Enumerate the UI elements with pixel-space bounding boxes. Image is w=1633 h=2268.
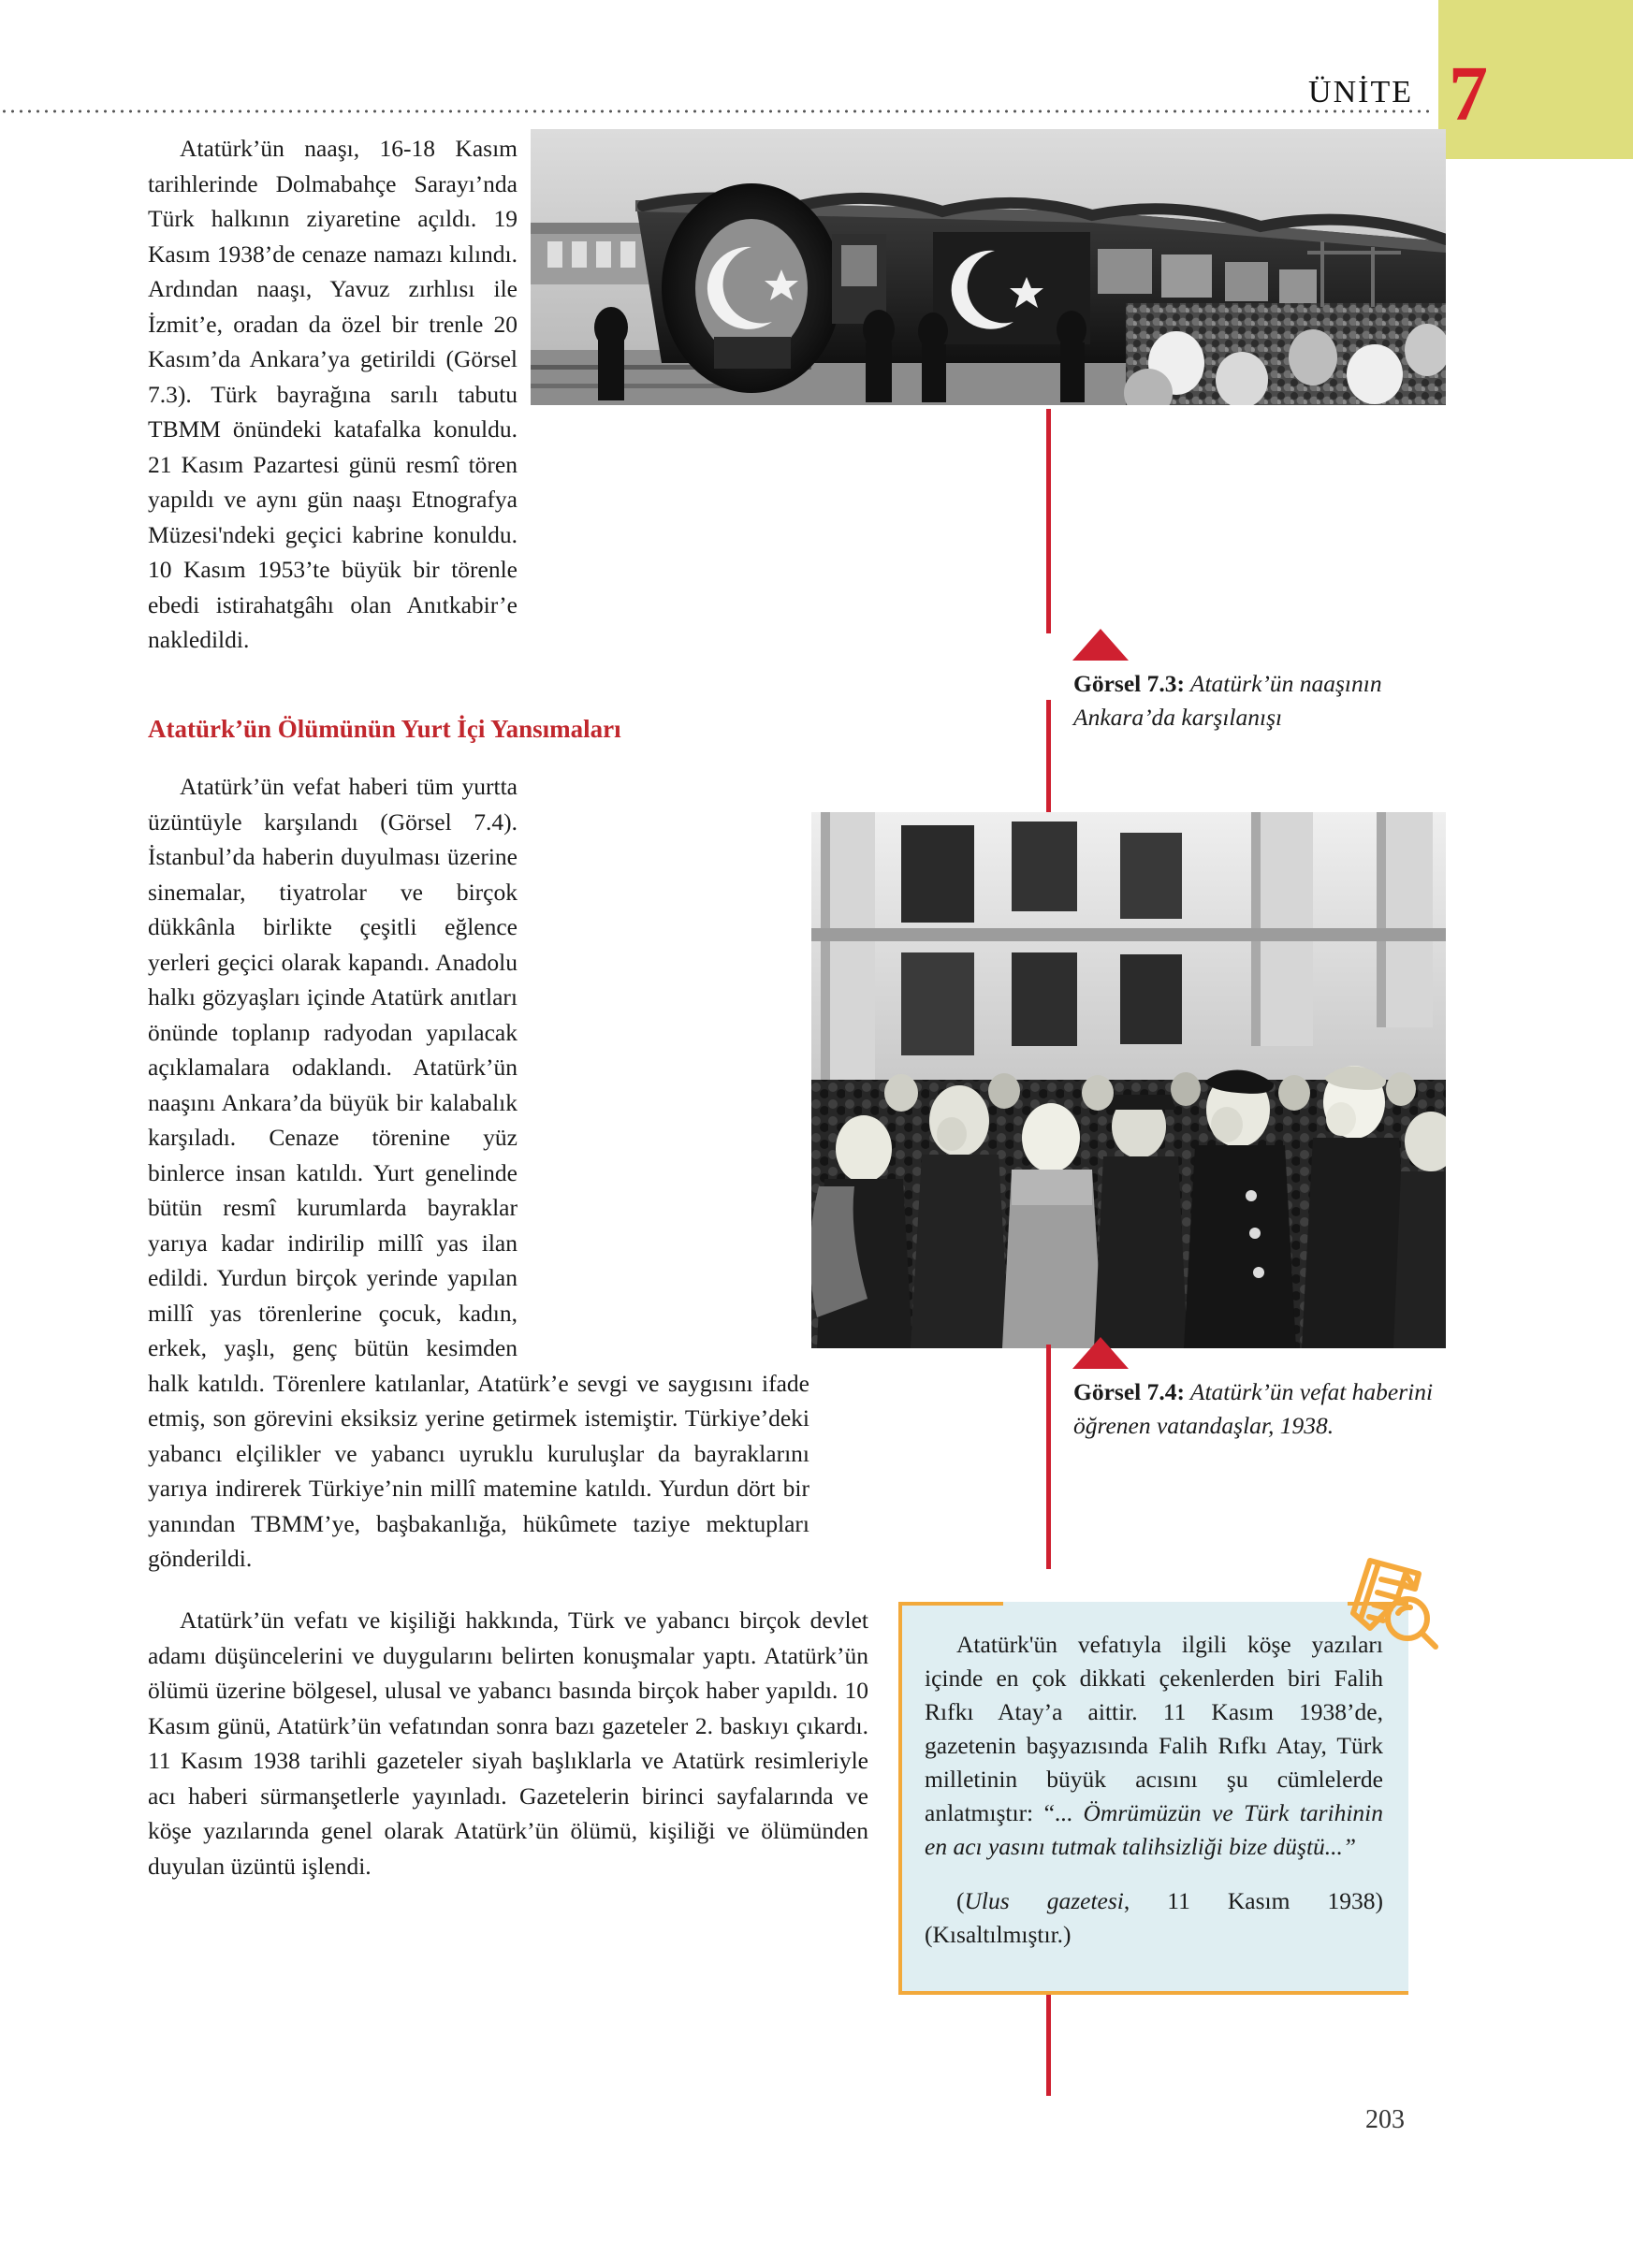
figure-caption-7-3-text: Atatürk’ün naaşının Ankara’da karşılanışı bbox=[1073, 670, 1382, 731]
paragraph-3-text: Atatürk’ün vefatı ve kişiliği hakkında, Türk ve yabancı birçok devlet adamı düşüncelerini ve duygularını belirten konuşmalar yaptı. Atatürk’ün ölümü üzerine bölgesel, ulusal ve yabancı basında birçok haber yapıldı. 10 Kasım günü, Atatürk’ün vefatından sonra bazı gazeteler 2. baskıyı çıkardı. 11 Kasım 1938 tarihli gazeteler siyah başlıklarla ve Atatürk resimleriyle acı haberi sürmanşetlerle yayınladı. Gazetelerin birinci sayfalarında ve köşe yazılarında genel olarak Atatürk’ün ölümü, kişiliği ve ölümünden duyulan üzüntü işlendi. bbox=[148, 1606, 868, 1880]
column-divider-rule bbox=[1046, 1993, 1051, 2096]
figure-caption-7-4-text: Atatürk’ün vefat haberini öğrenen vatandaşlar, 1938. bbox=[1073, 1378, 1434, 1439]
paragraph-2-text: Atatürk’ün vefat haberi tüm yurtta üzüntüyle karşılandı (Görsel 7.4). İstanbul’da haberin duyulması üzerine sinemalar, tiyatrolar ve birçok dükkânla birlikte çeşitli eğlence yerleri geçici olarak kapandı. Anadolu halkı gözyaşları içinde Atatürk anıtları önünde toplanıp radyodan yapılacak açıklamalara odaklandı. Atatürk’ün naaşını Ankara’da büyük bir kalabalık karşıladı. Cenaze törenine yüz binlerce insan katıldı. Yurt genelinde bütün resmî kurumlarda bayraklar yarıya kadar indirilip millî yas ilan edildi. Yurdun birçok yerinde yapılan millî yas törenlerine çocuk, kadın, erkek, yaşlı, genç bütün kesimden halk katıldı. Törenlere katılanlar, Atatürk’e sevgi ve saygısını ifade etmiş, son görevini eksiksiz yerine getirmek istemiştir. Türkiye’deki yabancı elçilikler ve yabancı uyruklu kuruluşlar da bayraklarını yarıya indirerek Türkiye’nin millî matemine katıldı. Yurdun dört bir yanından TBMM’ye, başbakanlığa, hükûmete taziye mektupları gönderildi. bbox=[148, 769, 809, 1577]
figure-caption-7-4-label: Görsel 7.4: bbox=[1073, 1378, 1185, 1405]
figure-image-7-4 bbox=[811, 812, 1446, 1348]
text-wrap-spacer bbox=[518, 769, 809, 1349]
paragraph-1 bbox=[148, 131, 518, 658]
info-box-source-post: , 11 Kasım 1938) (Kısaltılmıştır.) bbox=[925, 1887, 1384, 1948]
info-box-top-border-left bbox=[898, 1602, 1003, 1606]
column-divider-rule bbox=[1046, 1345, 1051, 1569]
unit-number: 7 bbox=[1449, 51, 1488, 138]
paragraph-1-text: Atatürk’ün naaşı, 16-18 Kasım tarihlerinde Dolmabahçe Sarayı’nda Türk halkının ziyaretine açıldı. 19 Kasım 1938’de cenaze namazı kılındı. Ardından naaşı, Yavuz zırhlısı ile İzmit’e, oradan da özel bir trenle 20 Kasım’da Ankara’ya getirildi (Görsel 7.3). Türk bayrağına sarılı tabutu TBMM önündeki katafalka konuldu. 21 Kasım Pazartesi günü resmî tören yapıldı ve aynı gün naaşı Etnografya Müzesi'ndeki geçici kabrine konuldu. 10 Kasım 1953’te büyük bir törenle ebedi istirahatgâhı olan Anıtkabir’e nakledildi. bbox=[148, 135, 518, 653]
header-dotted-rule bbox=[0, 109, 1432, 113]
column-divider-rule bbox=[1046, 409, 1051, 633]
figure-caption-7-3 bbox=[1073, 667, 1448, 734]
figure-caption-7-4 bbox=[1073, 1375, 1448, 1443]
caption-marker-triangle-icon bbox=[1072, 1337, 1129, 1369]
section-heading: Atatürk’ün Ölümünün Yurt İçi Yansımaları bbox=[148, 715, 621, 743]
unit-label: ÜNİTE bbox=[1308, 75, 1413, 109]
paragraph-2 bbox=[148, 769, 809, 1577]
info-box-source-pre: ( bbox=[956, 1887, 965, 1914]
column-divider-rule bbox=[1046, 700, 1051, 812]
info-box-paragraph-pre: Atatürk'ün vefatıyla ilgili köşe yazıları içinde en çok dikkati çekenlerden biri Falih Rıfkı Atay’a aittir. 11 Kasım 1938’de, gazetenin başyazısında Falih Rıfkı Atay, Türk milletinin büyük acısını şu cümlelerde anlatmıştır: “... bbox=[925, 1631, 1383, 1826]
info-box-source bbox=[925, 1884, 1383, 1952]
paragraph-3 bbox=[148, 1603, 868, 1883]
info-box-quote: Ömrümüzün ve Türk tarihinin en acı yasını tutmak talihsizliği bize düştü...” bbox=[925, 1799, 1383, 1860]
caption-marker-triangle-icon bbox=[1072, 629, 1129, 661]
info-box-text bbox=[925, 1628, 1383, 1952]
page-number: 203 bbox=[1365, 2105, 1405, 2134]
figure-caption-7-3-label: Görsel 7.3: bbox=[1073, 670, 1185, 697]
figure-image-7-3 bbox=[531, 129, 1446, 405]
info-box-source-italic: Ulus gazetesi bbox=[964, 1887, 1124, 1914]
info-box-paragraph bbox=[925, 1628, 1383, 1864]
